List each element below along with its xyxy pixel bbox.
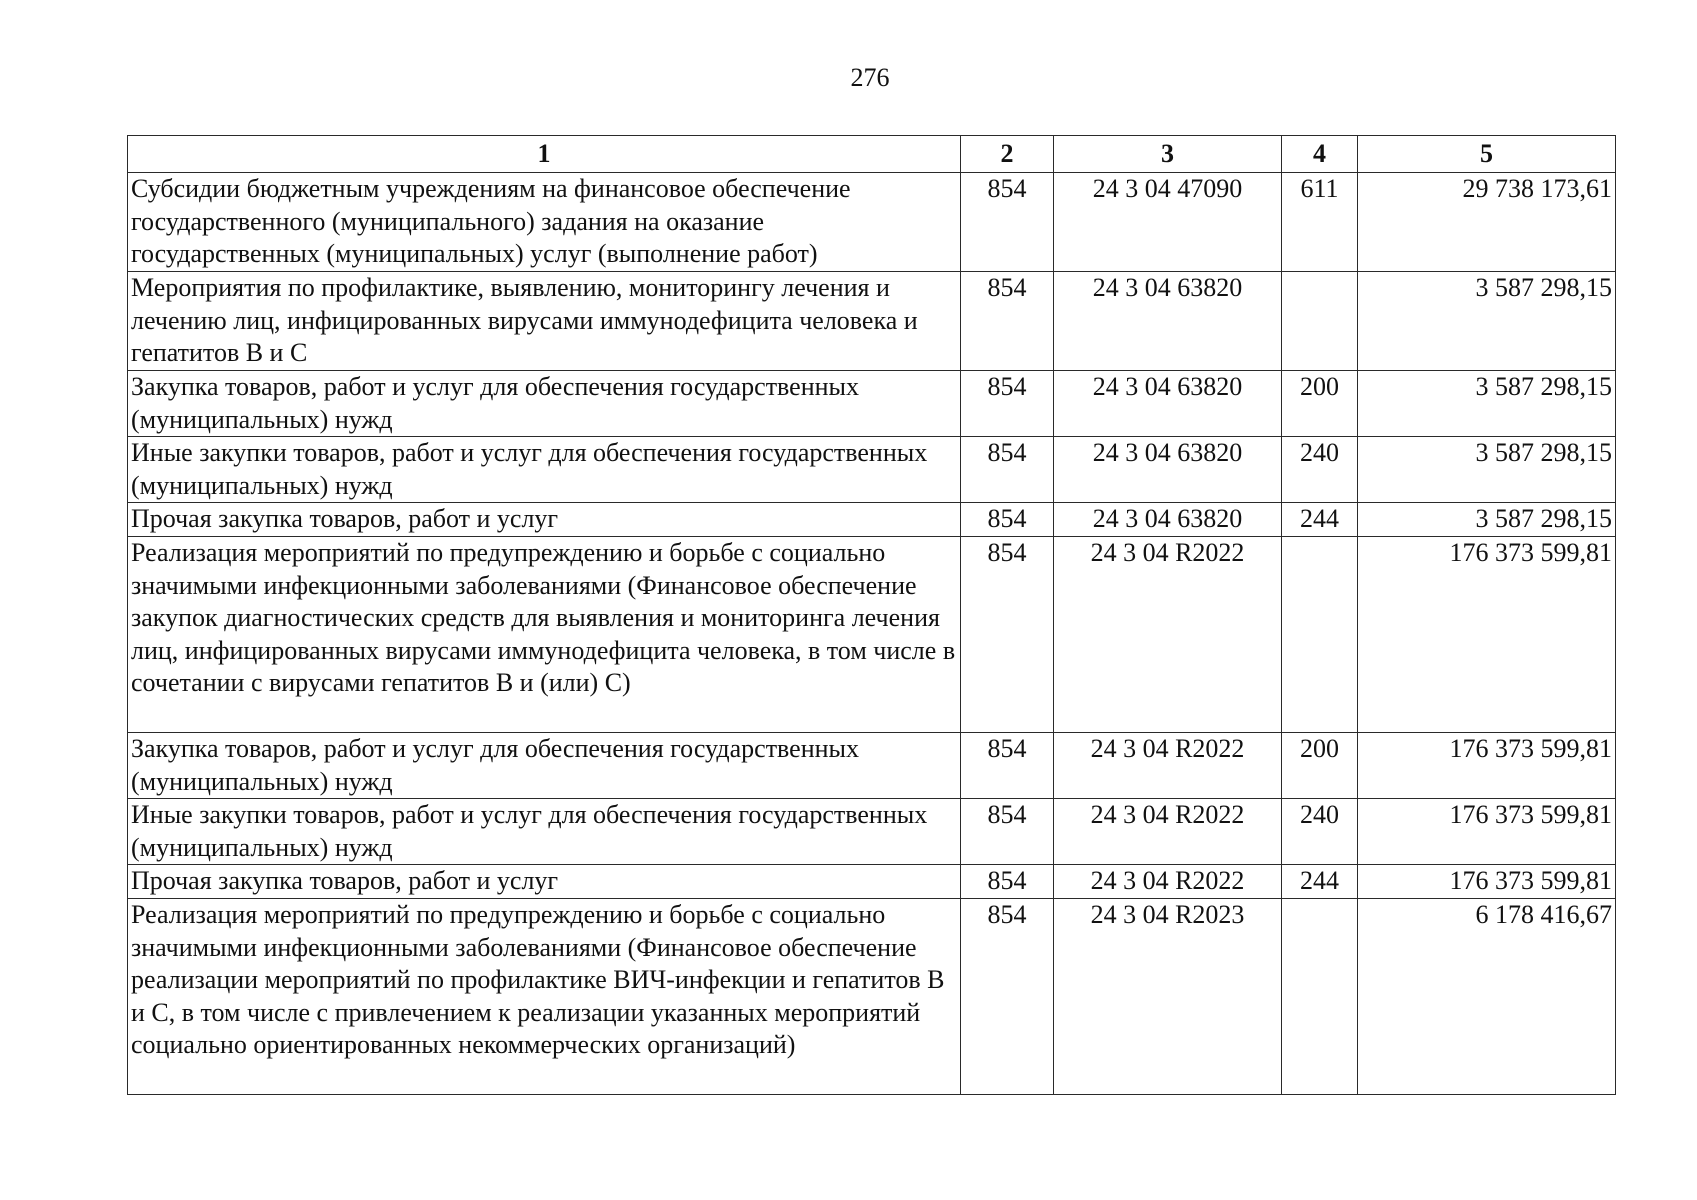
- row-description: Субсидии бюджетным учреждениям на финансовое обеспечение государственного (муниципального) задания на оказание государственных (муниципальных) услуг (выполнение работ): [128, 173, 961, 272]
- table-row: [128, 272, 1616, 371]
- row-expense-type: 240: [1282, 799, 1358, 865]
- row-target-code: 24 3 04 R2022: [1054, 537, 1282, 733]
- row-target-code: 24 3 04 63820: [1054, 371, 1282, 437]
- row-expense-type: 200: [1282, 733, 1358, 799]
- page-number: 276: [850, 63, 890, 92]
- row-description: Иные закупки товаров, работ и услуг для обеспечения государственных (муниципальных) нужд: [128, 437, 961, 503]
- row-target-code: 24 3 04 R2022: [1054, 799, 1282, 865]
- row-amount: 6 178 416,67: [1358, 899, 1616, 1095]
- table-body: [128, 173, 1616, 1095]
- row-description: Закупка товаров, работ и услуг для обеспечения государственных (муниципальных) нужд: [128, 733, 961, 799]
- row-description: Закупка товаров, работ и услуг для обеспечения государственных (муниципальных) нужд: [128, 371, 961, 437]
- row-target-code: 24 3 04 63820: [1054, 437, 1282, 503]
- column-header-2: 2: [961, 136, 1054, 173]
- row-description: Реализация мероприятий по предупреждению и борьбе с социально значимыми инфекционными заболеваниями (Финансовое обеспечение реализации мероприятий по профилактике ВИЧ-инфекции и гепатитов B и C, в том числе с привлечением к реализации указанных мероприятий социально ориентированных некоммерческих организаций): [128, 899, 961, 1095]
- table-row: [128, 537, 1616, 733]
- table-row: [128, 899, 1616, 1095]
- row-target-code: 24 3 04 R2022: [1054, 733, 1282, 799]
- row-target-code: 24 3 04 63820: [1054, 272, 1282, 371]
- table-row: [128, 437, 1616, 503]
- row-amount: 176 373 599,81: [1358, 799, 1616, 865]
- row-description: Реализация мероприятий по предупреждению и борьбе с социально значимыми инфекционными заболеваниями (Финансовое обеспечение закупок диагностических средств для выявления и мониторинга лечения лиц, инфицированных вирусами иммунодефицита человека, в том числе в сочетании с вирусами гепатитов B и (или) C): [128, 537, 961, 733]
- row-ministry-code: 854: [961, 371, 1054, 437]
- table-row: [128, 799, 1616, 865]
- row-ministry-code: 854: [961, 437, 1054, 503]
- row-ministry-code: 854: [961, 173, 1054, 272]
- row-description: Иные закупки товаров, работ и услуг для обеспечения государственных (муниципальных) нужд: [128, 799, 961, 865]
- header-row: [128, 136, 1616, 173]
- row-expense-type: [1282, 899, 1358, 1095]
- row-amount: 3 587 298,15: [1358, 437, 1616, 503]
- row-expense-type: 611: [1282, 173, 1358, 272]
- row-amount: 176 373 599,81: [1358, 537, 1616, 733]
- row-amount: 29 738 173,61: [1358, 173, 1616, 272]
- row-ministry-code: 854: [961, 799, 1054, 865]
- budget-table: [127, 135, 1616, 1095]
- row-amount: 176 373 599,81: [1358, 733, 1616, 799]
- column-header-3: 3: [1054, 136, 1282, 173]
- row-target-code: 24 3 04 63820: [1054, 503, 1282, 537]
- column-header-5: 5: [1358, 136, 1616, 173]
- row-ministry-code: 854: [961, 537, 1054, 733]
- row-ministry-code: 854: [961, 272, 1054, 371]
- table-row: [128, 173, 1616, 272]
- table-row: [128, 865, 1616, 899]
- table-row: [128, 371, 1616, 437]
- row-expense-type: [1282, 272, 1358, 371]
- row-ministry-code: 854: [961, 733, 1054, 799]
- row-amount: 3 587 298,15: [1358, 371, 1616, 437]
- row-description: Мероприятия по профилактике, выявлению, мониторингу лечения и лечению лиц, инфицированных вирусами иммунодефицита человека и гепатитов B и C: [128, 272, 961, 371]
- row-target-code: 24 3 04 R2023: [1054, 899, 1282, 1095]
- column-header-1: 1: [128, 136, 961, 173]
- row-description: Прочая закупка товаров, работ и услуг: [128, 865, 961, 899]
- table-header: [128, 136, 1616, 173]
- row-amount: 3 587 298,15: [1358, 272, 1616, 371]
- row-amount: 176 373 599,81: [1358, 865, 1616, 899]
- row-ministry-code: 854: [961, 503, 1054, 537]
- table-row: [128, 733, 1616, 799]
- row-target-code: 24 3 04 R2022: [1054, 865, 1282, 899]
- row-ministry-code: 854: [961, 865, 1054, 899]
- row-expense-type: 200: [1282, 371, 1358, 437]
- column-header-4: 4: [1282, 136, 1358, 173]
- row-target-code: 24 3 04 47090: [1054, 173, 1282, 272]
- table-row: [128, 503, 1616, 537]
- row-amount: 3 587 298,15: [1358, 503, 1616, 537]
- row-expense-type: [1282, 537, 1358, 733]
- row-expense-type: 244: [1282, 865, 1358, 899]
- row-ministry-code: 854: [961, 899, 1054, 1095]
- row-expense-type: 244: [1282, 503, 1358, 537]
- row-expense-type: 240: [1282, 437, 1358, 503]
- row-description: Прочая закупка товаров, работ и услуг: [128, 503, 961, 537]
